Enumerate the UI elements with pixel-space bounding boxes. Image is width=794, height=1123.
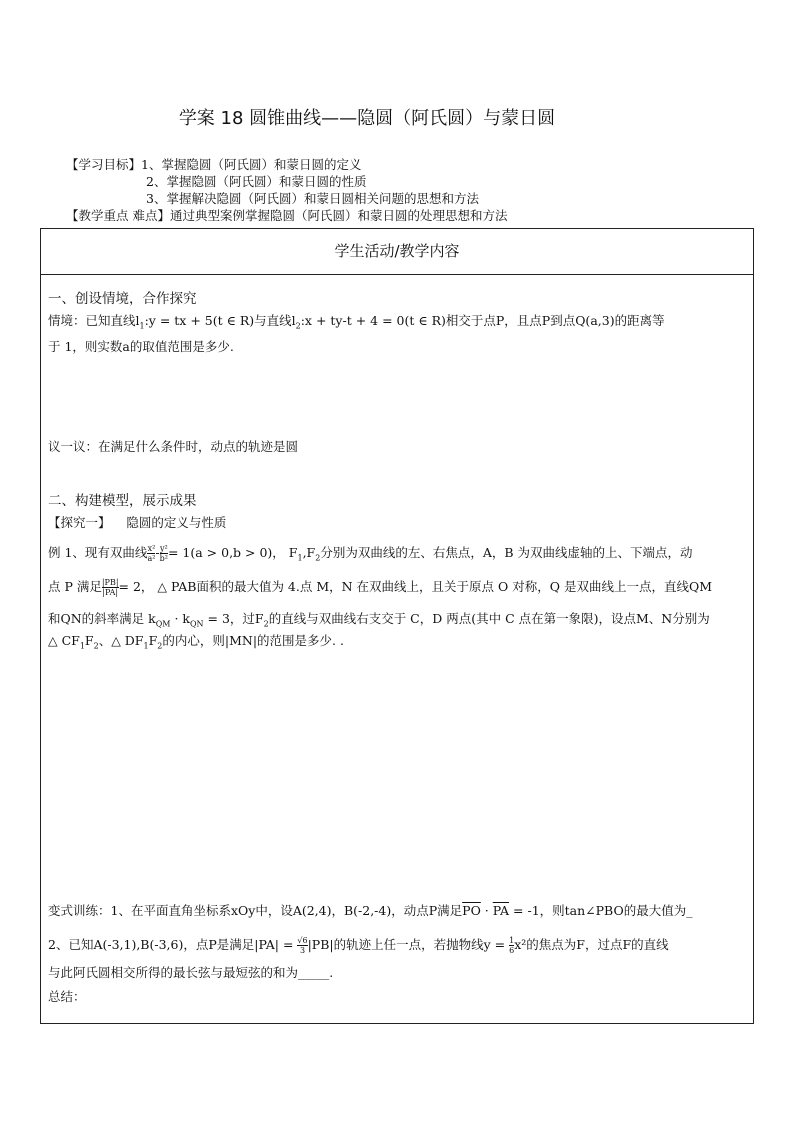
fraction-pb-pa: $\frac{|PB|}{|PA|}$ bbox=[101, 578, 119, 597]
goal-row-1 bbox=[66, 156, 508, 173]
ex1-text-b: = 1(a > 0,b > 0)， F bbox=[167, 545, 298, 560]
situation-text-a: 情境：已知直线l bbox=[48, 313, 140, 328]
ex1-text-l4a: △ CF bbox=[48, 633, 80, 648]
summary-label: 总结： bbox=[48, 989, 86, 1004]
ex1-text-l3d: 的直线与双曲线右支交于 C，D 两点(其中 C 点在第一象限)，设点M、N分别为 bbox=[268, 611, 710, 626]
table-header: 学生活动/教学内容 bbox=[41, 229, 753, 275]
section2-title: 二、构建模型，展示成果 bbox=[48, 493, 197, 509]
ex1-text-c: 分别为双曲线的左、右焦点，A，B 为双曲线虚轴的上、下端点，动 bbox=[320, 545, 693, 560]
example1-line4: △ $CF_1F_2$、△ $DF_1F_2$的内心，则|MN|的范围是多少. . bbox=[48, 633, 344, 651]
situation-text-b: :y = tx + 5(t ∈ R)与直线l bbox=[144, 313, 296, 328]
focus-label: 【教学重点 难点】 bbox=[66, 208, 170, 223]
situation-text-c: :x + ty-t + 4 = 0(t ∈ R)相交于点P，且点P到点Q(a,3)的距离等 bbox=[300, 313, 665, 328]
situation-line2: 于 1，则实数a的取值范围是多少. bbox=[48, 339, 234, 354]
ex1-text-a: 例 1、现有双曲线 bbox=[48, 545, 148, 560]
vector-pa: $\overline{PA}$ bbox=[492, 903, 510, 918]
ex1-text-l2a: 点 P 满足 bbox=[48, 579, 102, 594]
fraction-sqrt6-3: $\frac{√6}{3}$ bbox=[297, 936, 308, 955]
goal-item-2: 2、掌握隐圆（阿氏圆）和蒙日圆的性质 bbox=[146, 174, 367, 189]
goal-item-3: 3、掌握解决隐圆（阿氏圆）和蒙日圆相关问题的思想和方法 bbox=[146, 191, 479, 206]
goal-item-1: 1、掌握隐圆（阿氏圆）和蒙日圆的定义 bbox=[141, 157, 362, 172]
page-title: 学案 18 圆锥曲线——隐圆（阿氏圆）与蒙日圆 bbox=[178, 108, 556, 129]
ex1-text-l3c: = 3，过F bbox=[203, 611, 264, 626]
ex1-text-l4c: 的内心，则|MN|的范围是多少. . bbox=[162, 633, 344, 648]
discuss-text: 议一议：在满足什么条件时，动点的轨迹是圆 bbox=[48, 439, 299, 454]
variant2-line1: 2、已知A(-3,1),B(-3,6)，点P是满足|PA| = $\frac{√6}{3}$ |PB|的轨迹上任一点，若抛物线y = $\frac{1}{6}$ x²的焦点为F，过点F的直线 bbox=[48, 936, 669, 955]
example1-line3: 和QN的斜率满足 $k_{QM} \cdot k_{QN} = 3$，过$F_2$的直线与双曲线右支交于 C，D 两点(其中 C 点在第一象限)，设点M、N分别为 bbox=[48, 611, 710, 629]
goals-label: 【学习目标】 bbox=[66, 157, 142, 172]
variant1-line: 变式训练：1、在平面直角坐标系xOy中，设A(2,4)，B(-2,-4)，动点P满足$\overline{PO} \cdot \overline{PA} = -1$，则tan∠PBO的最大值为_ bbox=[48, 903, 693, 918]
ex1-text-l3a: 和QN的斜率满足 k bbox=[48, 611, 156, 626]
section1-title: 一、创设情境，合作探究 bbox=[48, 291, 197, 307]
vector-po: $\overline{PO}$ bbox=[462, 903, 481, 918]
variant2-line2: 与此阿氏圆相交所得的最长弦与最短弦的和为_____. bbox=[48, 965, 334, 980]
ex1-text-l4b: 、△ DF bbox=[98, 633, 144, 648]
example1-line2 bbox=[48, 577, 712, 597]
var1-text-a: 变式训练：1、在平面直角坐标系xOy中，设A(2,4)，B(-2,-4)，动点P满足 bbox=[48, 903, 463, 918]
fraction-y2-b2: $\frac{\text{y²}}{\text{b²}}$ bbox=[159, 544, 168, 563]
explore-row bbox=[48, 513, 226, 531]
learning-goals bbox=[66, 156, 508, 224]
ex1-text-l3b: · k bbox=[170, 611, 190, 626]
var2-text-c: 的焦点为F，过点F的直线 bbox=[526, 937, 669, 952]
example1-line1: 例 1、现有双曲线 $\frac{\text{x²}}{\text{a²}}$ - $\frac{\text{y²}}{\text{b²}}$ = 1(a > 0,b > 0)， $F_1,F_2$分别为双曲线的左、右焦点，A，B 为双曲线虚轴的上、下端点，动 bbox=[48, 544, 693, 563]
explore-title: 隐圆的定义与性质 bbox=[126, 515, 227, 530]
ex1-text-l2b: = 2， △ PAB面积的最大值为 4.点 M，N 在双曲线上，且关于原点 O 对称，Q 是双曲线上一点，直线QM bbox=[118, 579, 712, 594]
var2-text-b: |PB|的轨迹上任一点，若抛物线y = bbox=[307, 937, 510, 952]
var1-text-b: = -1，则tan∠PBO的最大值为_ bbox=[509, 903, 693, 918]
focus-row bbox=[66, 207, 508, 224]
content-table bbox=[40, 228, 754, 1024]
situation-line1: 情境：已知直线$l_1:y$ = tx + 5(t ∈ R)与直线$l_2:x + ty-t + 4 = 0(t$ ∈ R)相交于点P，且点P到点Q(a,3)的距离等 bbox=[48, 313, 665, 331]
focus-text: 通过典型案例掌握隐圆（阿氏圆）和蒙日圆的处理思想和方法 bbox=[169, 208, 508, 223]
var2-text-a: 2、已知A(-3,1),B(-3,6)，点P是满足|PA| = bbox=[48, 937, 298, 952]
fraction-x2-a2: $\frac{\text{x²}}{\text{a²}}$ bbox=[147, 544, 156, 563]
explore-label: 【探究一】 bbox=[48, 515, 111, 530]
fraction-1-6: $\frac{1}{6}$ bbox=[509, 936, 515, 955]
